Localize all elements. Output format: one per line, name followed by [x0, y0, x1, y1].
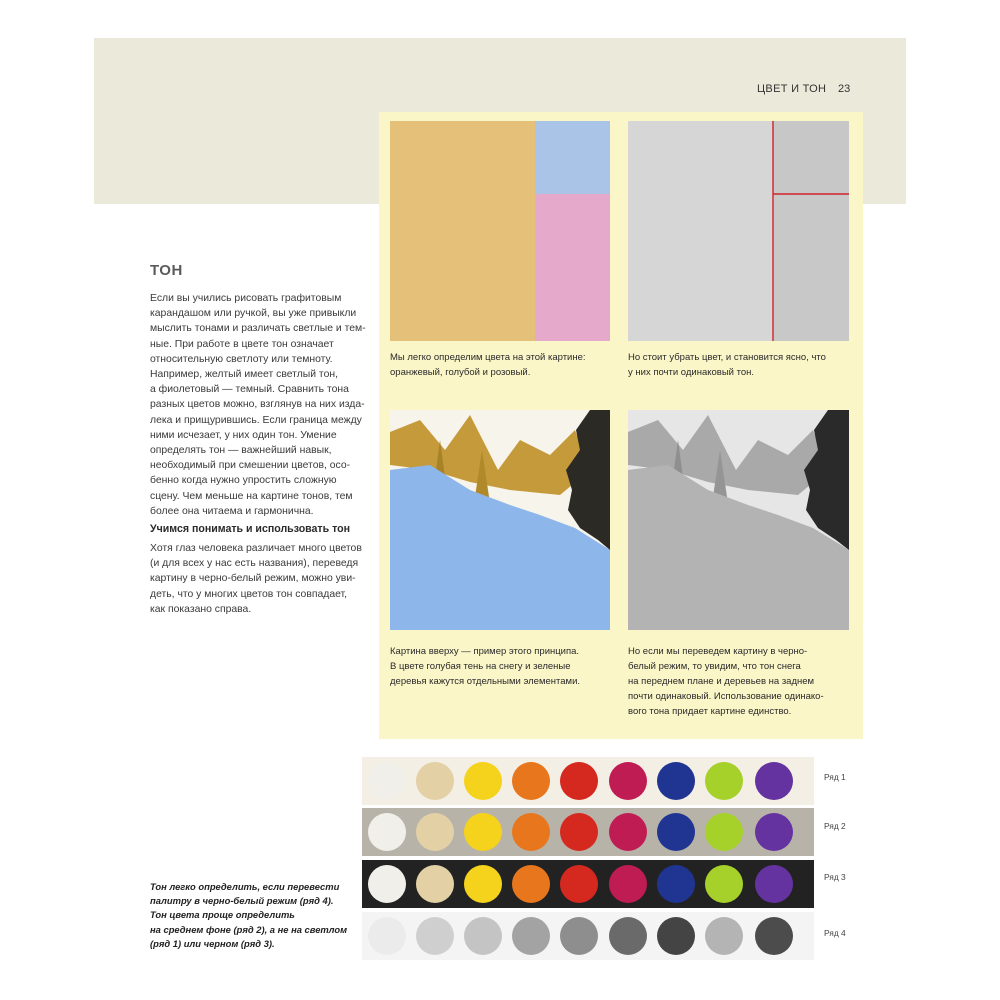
paint-swatch-row2-8	[705, 813, 743, 851]
paint-swatch-row1-1	[368, 762, 406, 800]
paint-swatch-row2-2	[416, 813, 454, 851]
paint-swatch-row4-8	[705, 917, 743, 955]
caption-color-blocks: Мы легко определим цвета на этой картине: оранжевый, голубой и розовый.	[390, 352, 586, 378]
paint-swatch-row1-7	[657, 762, 695, 800]
paint-swatch-row1-2	[416, 762, 454, 800]
light-blue-block	[535, 121, 610, 194]
paint-swatch-row1-9	[755, 762, 793, 800]
paint-swatch-row3-6	[609, 865, 647, 903]
figure-color-blocks	[390, 121, 610, 341]
paint-swatch-row4-3	[464, 917, 502, 955]
figure-gray-landscape	[628, 410, 849, 630]
paint-swatch-row3-5	[560, 865, 598, 903]
gray-block-top	[773, 121, 849, 194]
paint-swatch-row2-3	[464, 813, 502, 851]
row-label-4: Ряд 4	[824, 928, 846, 938]
caption-gray-blocks: Но стоит убрать цвет, и становится ясно, что у них почти одинаковый тон.	[628, 352, 826, 378]
pink-block	[535, 194, 610, 341]
gray-block-bottom	[773, 194, 849, 341]
paint-swatch-row2-1	[368, 813, 406, 851]
caption-gray-landscape: Но если мы переведем картину в черно- белый режим, то увидим, что тон снега на переднем плане и деревьев на заднем почти одинаковый. Использование одинако- вого тона придает картине единство.	[628, 646, 824, 717]
paint-swatch-row4-7	[657, 917, 695, 955]
orange-block	[390, 121, 535, 341]
paint-swatch-row2-9	[755, 813, 793, 851]
paint-swatch-row4-2	[416, 917, 454, 955]
row-label-2: Ряд 2	[824, 821, 846, 831]
paint-swatch-row3-9	[755, 865, 793, 903]
paint-swatch-row1-6	[609, 762, 647, 800]
paint-swatch-row3-7	[657, 865, 695, 903]
paint-swatch-row1-4	[512, 762, 550, 800]
second-paragraph: Хотя глаз человека различает много цветов (и для всех у нас есть названия), переведя картину в черно-белый режим, можно уви- деть, что у многих цветов тон совпадает, как показано справа.	[150, 543, 362, 615]
paint-swatch-row2-5	[560, 813, 598, 851]
paint-swatch-row3-3	[464, 865, 502, 903]
caption-color-landscape: Картина вверху — пример этого принципа. В цвете голубая тень на снегу и зеленые деревья кажутся отдельными элементами.	[390, 646, 581, 687]
paint-swatch-row2-4	[512, 813, 550, 851]
palette-figure	[362, 757, 814, 962]
paint-swatch-row4-6	[609, 917, 647, 955]
paint-swatch-row3-8	[705, 865, 743, 903]
gray-block-main	[628, 121, 773, 341]
subheading: Учимся понимать и использовать тон	[150, 523, 350, 535]
paint-swatch-row4-4	[512, 917, 550, 955]
paint-swatch-row3-2	[416, 865, 454, 903]
figure-color-landscape	[390, 410, 610, 630]
paint-swatch-row3-4	[512, 865, 550, 903]
section-title: ТОН	[150, 262, 183, 279]
paint-swatch-row4-1	[368, 917, 406, 955]
running-head: ЦВЕТ И ТОН	[757, 83, 827, 95]
row-label-3: Ряд 3	[824, 872, 846, 882]
page-number: 23	[838, 83, 851, 95]
palette-caption: Тон легко определить, если перевести палитру в черно-белый режим (ряд 4). Тон цвета проще определить на среднем фоне (ряд 2), а не на светлом (ряд 1) или черном (ряд 3).	[150, 881, 347, 949]
paint-swatch-row4-9	[755, 917, 793, 955]
paint-swatch-row2-7	[657, 813, 695, 851]
paint-swatch-row1-8	[705, 762, 743, 800]
figure-gray-blocks	[628, 121, 849, 341]
intro-paragraph: Если вы учились рисовать графитовым карандашом или ручкой, вы уже привыкли мыслить тонами и различать светлые и тем- ные. При работе в цвете тон означает относительную светлоту или темноту. Например, желтый имеет светлый тон, а фиолетовый — темный. Сравнить тона разных цветов можно, взглянув на них изда- лека и прищурившись. Если граница между ними исчезает, у них один тон. Умение определять тон — важнейший навык, необходимый при смешении цветов, осо- бенно когда нужно упростить сложную сцену. Чем меньше на картине тонов, тем более она читаема и гармонична.	[150, 293, 366, 517]
paint-swatch-row1-5	[560, 762, 598, 800]
paint-swatch-row2-6	[609, 813, 647, 851]
paint-swatch-row3-1	[368, 865, 406, 903]
row-label-1: Ряд 1	[824, 772, 846, 782]
paint-swatch-row1-3	[464, 762, 502, 800]
paint-swatch-row4-5	[560, 917, 598, 955]
